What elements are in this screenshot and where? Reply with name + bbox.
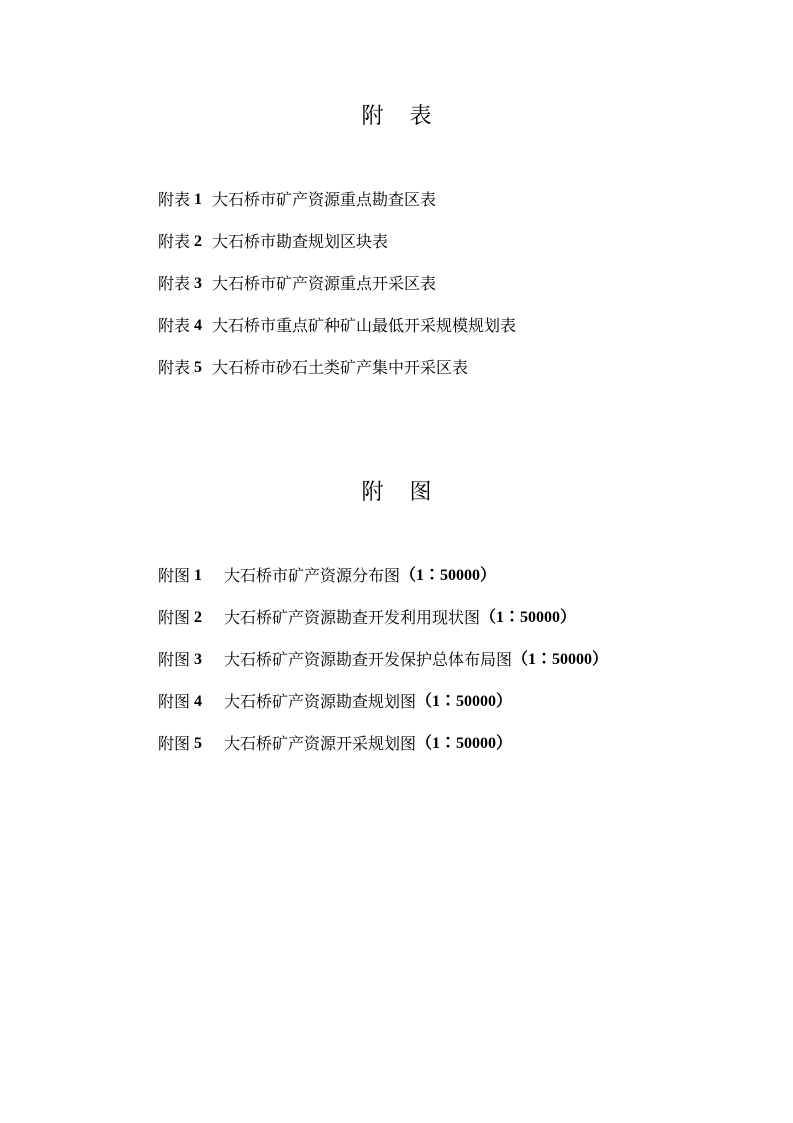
item-scale: （1∶50000） — [416, 735, 513, 752]
figures-section-title: 附图 — [361, 480, 458, 505]
item-title: 大石桥矿产资源开采规划图 — [224, 734, 417, 753]
item-title: 大石桥矿产资源勘查开发保护总体布局图 — [224, 650, 513, 669]
item-title: 大石桥市重点矿种矿山最低开采规模规划表 — [212, 316, 517, 335]
item-title: 大石桥矿产资源勘查开发利用现状图 — [224, 608, 481, 627]
item-number: 4 — [194, 317, 203, 334]
item-scale: （1∶50000） — [416, 693, 513, 710]
list-item — [158, 228, 516, 270]
item-number: 1 — [194, 191, 203, 208]
item-label: 附图 — [158, 566, 191, 585]
item-number: 2 — [194, 609, 203, 626]
list-item — [158, 646, 608, 688]
item-title: 大石桥市矿产资源重点开采区表 — [212, 274, 437, 293]
item-number: 3 — [194, 275, 203, 292]
item-number: 5 — [194, 735, 203, 752]
item-label: 附图 — [158, 692, 191, 711]
list-item — [158, 688, 608, 730]
list-item — [158, 270, 516, 312]
list-item — [158, 604, 608, 646]
item-label: 附图 — [158, 650, 191, 669]
item-label: 附表 — [158, 274, 191, 293]
item-label: 附表 — [158, 232, 191, 251]
item-title: 大石桥市矿产资源分布图 — [224, 566, 401, 585]
list-item — [158, 562, 608, 604]
item-label: 附表 — [158, 358, 191, 377]
item-title: 大石桥市矿产资源重点勘查区表 — [212, 190, 437, 209]
list-item — [158, 186, 516, 228]
item-title: 大石桥矿产资源勘查规划图 — [224, 692, 417, 711]
list-item — [158, 354, 516, 396]
list-item — [158, 312, 516, 354]
item-label: 附图 — [158, 608, 191, 627]
figures-list — [158, 562, 608, 772]
item-number: 4 — [194, 693, 203, 710]
item-title: 大石桥市砂石土类矿产集中开采区表 — [212, 358, 469, 377]
list-item — [158, 730, 608, 772]
item-number: 2 — [194, 233, 203, 250]
item-label: 附图 — [158, 734, 191, 753]
item-scale: （1∶50000） — [400, 567, 497, 584]
tables-section-title: 附表 — [361, 104, 458, 129]
item-label: 附表 — [158, 316, 191, 335]
item-title: 大石桥市勘查规划区块表 — [212, 232, 389, 251]
item-number: 3 — [194, 651, 203, 668]
item-label: 附表 — [158, 190, 191, 209]
item-number: 5 — [194, 359, 203, 376]
item-scale: （1∶50000） — [512, 651, 609, 668]
tables-list — [158, 186, 516, 396]
item-number: 1 — [194, 567, 203, 584]
item-scale: （1∶50000） — [480, 609, 577, 626]
